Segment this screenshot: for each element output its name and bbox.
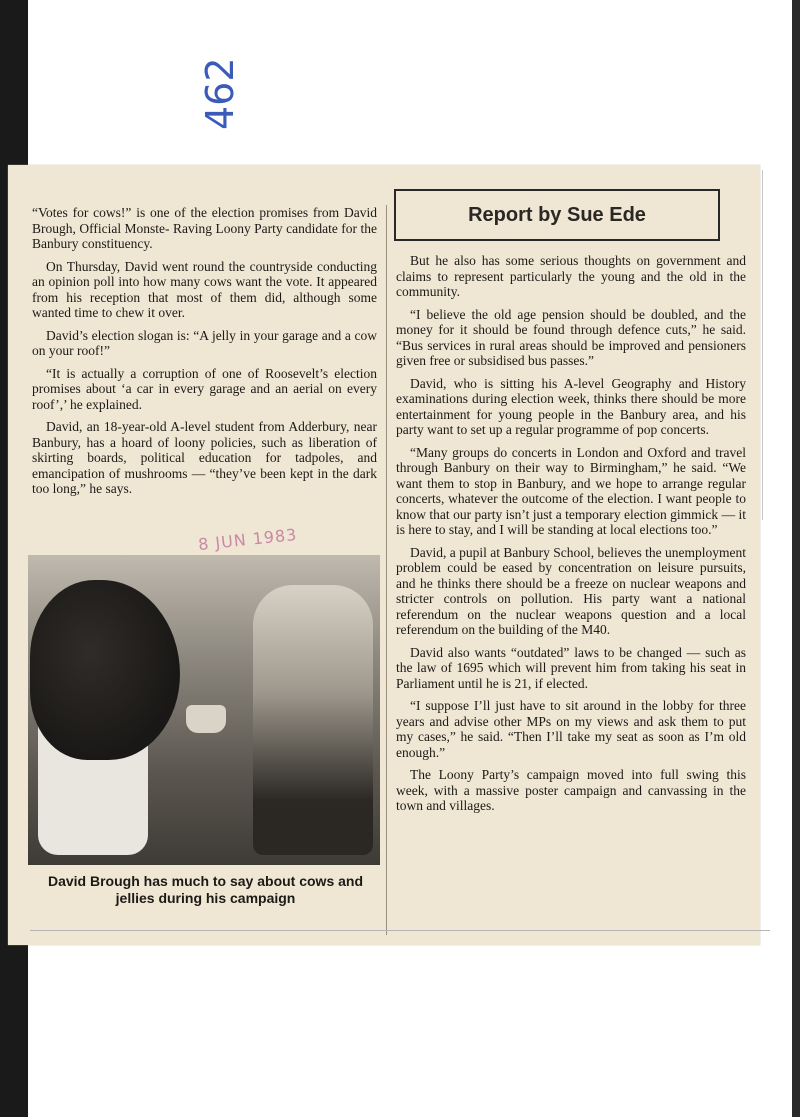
paragraph: “I believe the old age pension should be doubled, and the money for it should be found through defence cuts,” he said. “Bus services in rural areas should be improved and pensioners given free or subsidised bus passes.” bbox=[396, 306, 746, 368]
paragraph: David also wants “outdated” laws to be changed — such as the law of 1695 which will prevent him from taking his seat in Parliament until he is 21, if elected. bbox=[396, 644, 746, 691]
column-divider bbox=[386, 205, 387, 935]
date-stamp: 8 JUN 1983 bbox=[197, 524, 299, 555]
backing-bottom-line bbox=[30, 930, 770, 931]
paragraph: David, who is sitting his A-level Geography and History examinations during election week, thinks there should be more entertainment for young people in the Banbury area, and his party want to set up a regular programme of pop concerts. bbox=[396, 375, 746, 437]
paragraph: “It is actually a corruption of one of Roosevelt’s election promises about ‘a car in every garage and an aerial on every roof’,’ he explained. bbox=[32, 365, 377, 412]
article-right-column bbox=[396, 253, 746, 821]
newspaper-clipping bbox=[8, 165, 760, 945]
article-left-column bbox=[32, 205, 377, 504]
news-photo bbox=[28, 555, 380, 865]
paragraph: David’s election slogan is: “A jelly in your garage and a cow on your roof!” bbox=[32, 327, 377, 358]
paragraph: The Loony Party’s campaign moved into full swing this week, with a massive poster campaign and canvassing in the town and villages. bbox=[396, 767, 746, 813]
paragraph: But he also has some serious thoughts on government and claims to represent particularly the young and the old in the community. bbox=[396, 253, 746, 299]
paragraph: David, an 18-year-old A-level student from Adderbury, near Banbury, has a hoard of loony policies, such as liberation of skirting boards, political education for tadpoles, and emancipation of mushrooms — “they’ve been kept in the dark too long,” he says. bbox=[32, 419, 377, 496]
jelly-shape bbox=[186, 705, 226, 733]
byline: Report by Sue Ede bbox=[468, 203, 646, 226]
scan-edge-right bbox=[792, 0, 800, 1117]
backing-line bbox=[762, 170, 763, 520]
photo-caption: David Brough has much to say about cows and jellies during his campaign bbox=[47, 873, 364, 906]
paragraph: “Votes for cows!” is one of the election promises from David Brough, Official Monste- Raving Loony Party candidate for the Banbury constituency. bbox=[32, 205, 377, 251]
man-shape bbox=[253, 585, 373, 855]
cow-head-shape bbox=[30, 580, 180, 760]
paragraph: “Many groups do concerts in London and Oxford and travel through Banbury on their way to Birmingham,” he said. “We want them to stop in Banbury, and we hope to arrange regular concerts, whatever the outcome of the election. I want people to know that our party isn’t just a temporary election gimmick — it is here to stay, and I will be standing at local elections too.” bbox=[396, 444, 746, 537]
paragraph: “I suppose I’ll just have to sit around in the lobby for three years and advise other MPs on my views and ask them to put my cases,” he said. “Then I’ll take my seat as soon as I’m old enough.” bbox=[396, 698, 746, 760]
handwritten-note: 462 bbox=[198, 57, 242, 130]
paragraph: On Thursday, David went round the countryside conducting an opinion poll into how many cows want the vote. It appeared from his reception that most of them did, although some wanted time to chew it over. bbox=[32, 258, 377, 320]
byline-box bbox=[394, 189, 720, 241]
paragraph: David, a pupil at Banbury School, believes the unemployment problem could be eased by concentration on leisure pursuits, and he thinks there should be a freeze on nuclear weapons and stricter controls on pollution. His party want a national referendum on the nuclear weapons question and a local referendum on the building of the M40. bbox=[396, 544, 746, 637]
